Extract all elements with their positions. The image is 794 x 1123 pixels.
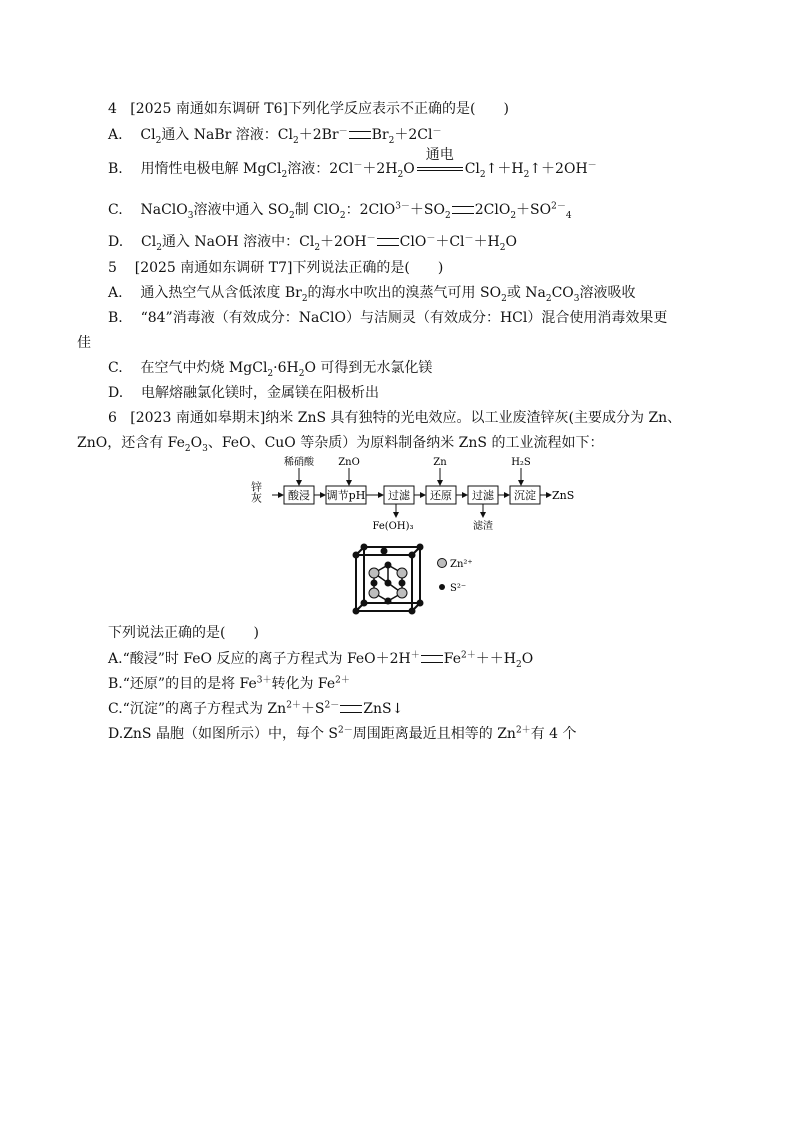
flow-step-label: 过滤 (472, 489, 494, 502)
q5-option-d: D. 电解熔融氯化镁时，金属镁在阳极析出 (108, 385, 379, 401)
q5-option-a: A. 通入热空气从含低浓度 $Br_2$的海水中吹出的溴蒸气可用 $SO_2$或 $Na_2CO_3$溶液吸收 (108, 285, 636, 304)
flow-start-label: 锌灰 (250, 481, 263, 503)
q6-option-d: D.ZnS 晶胞（如图所示）中，每个 $S^{2-}$周围距离最近且相等的 $Zn^{2+}$有 4 个 (108, 725, 577, 742)
option-letter: A. (108, 651, 123, 667)
process-flow-diagram (250, 455, 580, 535)
q5-stem-line (108, 259, 443, 277)
option-letter: B. (108, 161, 123, 177)
q4-stem: 下列化学反应表示不正确的是( ) (287, 101, 509, 117)
q4-option-d: D. $Cl_2$通入 NaOH 溶液中：$Cl_2+2OH^-$ $ClO^-+Cl^-+H_2O$ (108, 233, 517, 253)
equals-sign (421, 655, 443, 663)
flow-product: ZnS (552, 489, 575, 502)
q6-stem: 下列说法正确的是( ) (108, 625, 259, 641)
equals-sign (340, 705, 362, 713)
q5-number: 5 (108, 260, 117, 276)
flow-step-label: 沉淀 (514, 489, 536, 502)
equals-sign (349, 131, 371, 139)
q4-option-b: B. 用惰性电极电解 MgCl$_2$溶液：$2Cl^-+2H_2O$ 通电 $Cl_2↑+H_2↑+2OH^-$ (108, 147, 597, 180)
q5-option-b-cont: 佳 (77, 335, 91, 351)
option-letter: D. (108, 726, 124, 742)
q6-source: [2023 南通如皋期末] (130, 410, 266, 426)
option-letter: C. (108, 202, 123, 218)
option-letter: B. (108, 676, 123, 692)
q4-source: [2025 南通如东调研 T6] (130, 101, 288, 117)
option-letter: A. (108, 127, 123, 143)
q6-option-c: C.“沉淀”的离子方程式为 $Zn^{2+}+S^{2-}$ ZnS↓ (108, 700, 404, 717)
flow-step-label: 酸浸 (288, 489, 310, 502)
flow-output-label: Fe(OH)₃ (372, 521, 414, 532)
flow-step-label: 还原 (430, 489, 452, 502)
q5-option-b: B. “84”消毒液（有效成分：NaClO）与洁厕灵（有效成分：HCl）混合使用消毒效果更 (108, 310, 668, 326)
flow-input-label: 稀硝酸 (284, 457, 314, 468)
q4-option-a: A. $Cl_2$通入 NaBr 溶液：$Cl_2+2Br^-$ $Br_2+2Cl^-$ (108, 126, 442, 146)
q4-stem-line (108, 100, 509, 118)
legend-s-swatch (439, 584, 445, 590)
legend-zn-swatch (438, 559, 447, 568)
q5-stem: 下列说法正确的是( ) (292, 260, 444, 276)
legend-s-label: S²⁻ (450, 583, 467, 594)
zns-unit-cell-diagram (350, 543, 480, 615)
q6-intro-cont: ZnO，还含有 $Fe_2O_3$、FeO、CuO 等杂质）为原料制备纳米 ZnS 的工业流程如下： (77, 435, 604, 454)
q6-number: 6 (108, 410, 117, 426)
q6-stem-line: 6 [2023 南通如皋期末]纳米 ZnS 具有独特的光电效应。以工业废渣锌灰(主要成分为 Zn、 (108, 410, 682, 426)
option-letter: D. (108, 385, 124, 401)
option-letter: B. (108, 310, 123, 326)
option-letter: D. (108, 234, 124, 250)
q6-option-b: B.“还原”的目的是将 $Fe^{3+}$转化为 $Fe^{2+}$ (108, 675, 350, 692)
flow-step-label: 过滤 (388, 489, 410, 502)
equals-sign (452, 206, 474, 214)
q5-source: [2025 南通如东调研 T7] (134, 260, 293, 276)
flow-step-label: 调节pH (326, 489, 366, 502)
flow-output-label: 滤渣 (473, 521, 493, 532)
flow-input-label: H₂S (511, 457, 531, 468)
option-letter: C. (108, 701, 123, 717)
legend-zn-label: Zn²⁺ (450, 559, 473, 570)
q5-option-c: C. 在空气中灼烧 $MgCl_2\cdot 6H_2O$ 可得到无水氯化镁 (108, 360, 433, 379)
equals-sign (377, 238, 399, 246)
q4-option-c: C. NaClO$_3$溶液中通入 $SO_2$制 ClO$_2$：$2ClO^{3-}+SO_2$ $2ClO_2+SO^{2-}_4$ (108, 201, 572, 221)
q4-number: 4 (108, 101, 117, 117)
q6-option-a: A.“酸浸”时 FeO 反应的离子方程式为 FeO＋2H＋ $Fe^{2+}++H_2O$ (108, 650, 534, 670)
flow-input-label: Zn (433, 457, 447, 468)
option-letter: A. (108, 285, 123, 301)
flow-input-label: ZnO (338, 457, 360, 468)
option-letter: C. (108, 360, 123, 376)
electrolysis-condition: 通电 (417, 162, 463, 176)
